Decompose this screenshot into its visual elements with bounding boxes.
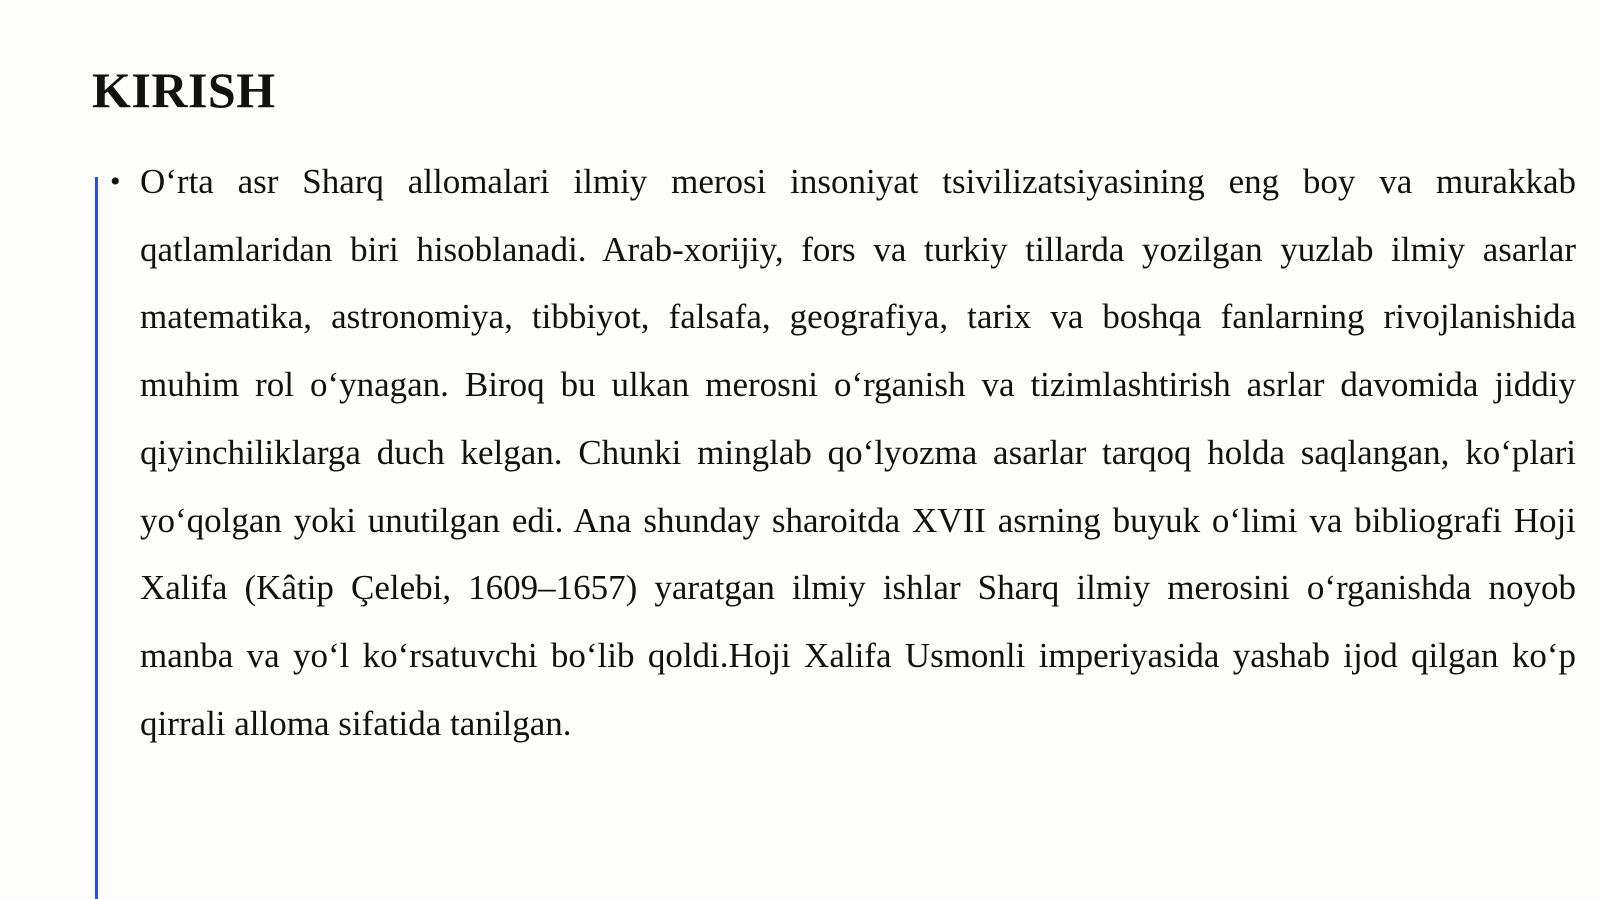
bullet-text: O‘rta asr Sharq allomalari ilmiy merosi insoniyat tsivilizatsiyasining eng boy va murakkab qatlamlaridan biri hisoblanadi. Arab-xorijiy, fors va turkiy tillarda yozilgan yuzlab ilmiy asarlar matematika, astronomiya, tibbiyot, falsafa, geografiya, tarix va boshqa fanlarning rivojlanishida muhim rol o‘ynagan. Biroq bu ulkan merosni o‘rganish va tizimlashtirish asrlar davomida jiddiy qiyinchiliklarga duch kelgan. Chunki minglab qo‘lyozma asarlar tarqoq holda saqlangan, ko‘plari yo‘qolgan yoki unutilgan edi. Ana shunday sharoitda XVII asrning buyuk o‘limi va bibliografi Hoji Xalifa (Kâtip Çelebi, 1609–1657) yaratgan ilmiy ishlar Sharq ilmiy merosini o‘rganishda noyob manba va yo‘l ko‘rsatuvchi bo‘lib qoldi.Hoji Xalifa Usmonli imperiyasida yashab ijod qilgan ko‘p qirrali alloma sifatida tanilgan. (140, 162, 1576, 743)
bullet-marker: • (110, 165, 121, 198)
accent-bar (95, 177, 98, 899)
slide-title: KIRISH (92, 62, 276, 118)
bullet-list (110, 148, 1576, 757)
bullet-item (110, 148, 1576, 757)
